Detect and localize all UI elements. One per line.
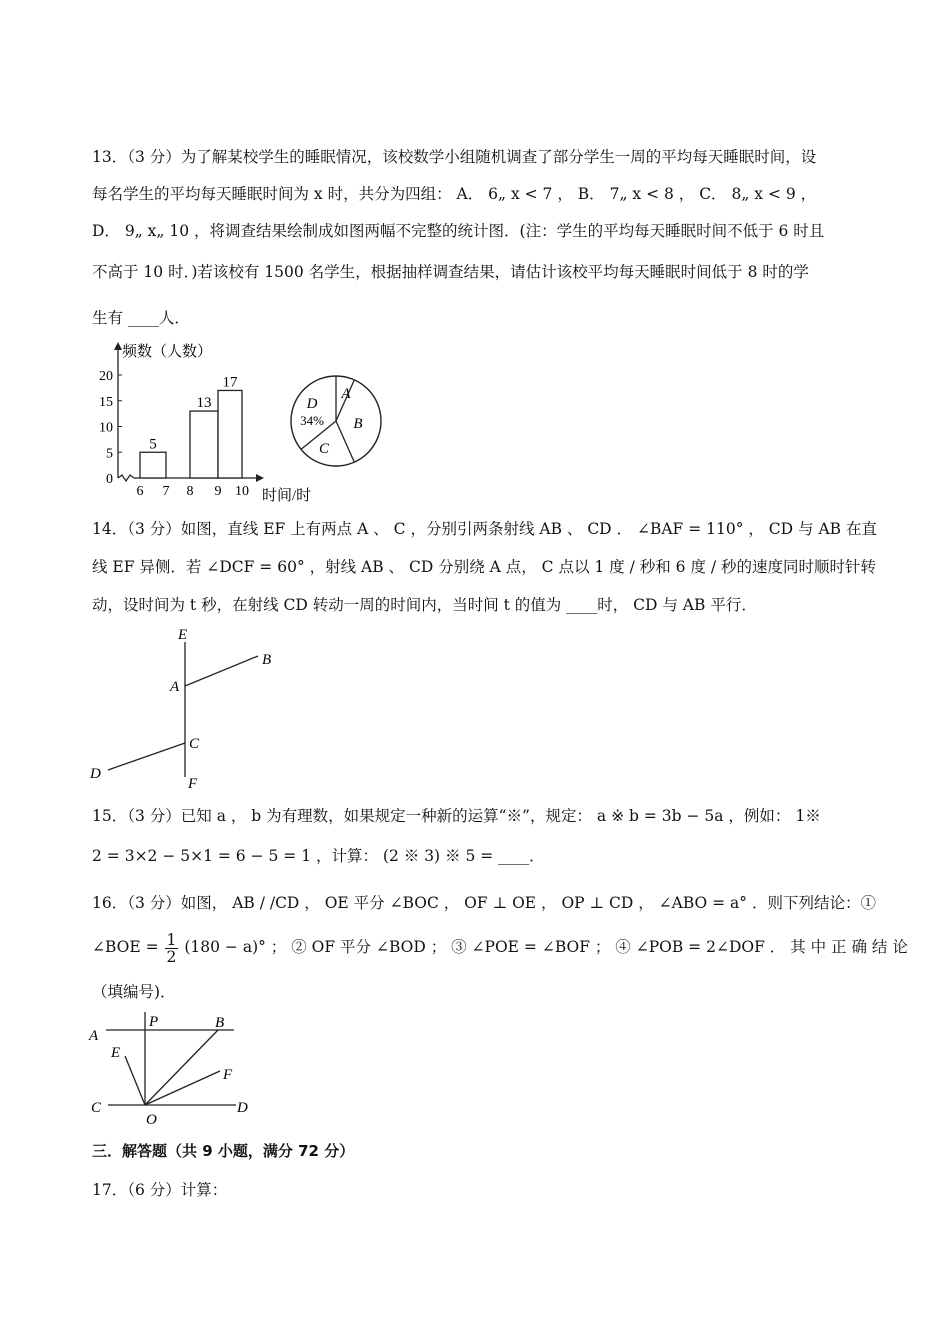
label-a: A xyxy=(170,679,180,695)
q17-line: 17．（6 分）计算： xyxy=(92,1181,228,1199)
x-axis-title: 时间/时 xyxy=(262,488,312,504)
q15-line-2: 2 = 3×2 − 5×1 = 6 − 5 = 1 ，计算： (2 ※ 3) ※ 5 = ____． xyxy=(92,847,545,865)
fraction-denominator: 2 xyxy=(166,947,177,966)
q13-line-4: 不高于 10 时．)若该校有 1500 名学生，根据抽样调查结果，请估计该校平均每天睡眠时间低于 8 时的学 xyxy=(92,263,809,281)
q14-figure xyxy=(88,622,288,794)
fraction-numerator: 1 xyxy=(166,930,177,949)
label-f: F xyxy=(188,776,198,792)
pie-slice-label: D xyxy=(306,396,318,412)
bar-value-label: 13 xyxy=(196,395,212,412)
label-p: P xyxy=(149,1014,159,1030)
y-tick-label: 20 xyxy=(99,369,113,384)
label-f: F xyxy=(223,1067,233,1083)
q13-line-2: 每名学生的平均每天睡眠时间为 x 时，共分为四组： A． 6„ x < 7 ， B． 7„ x < 8 ， C． 8„ x < 9 ， xyxy=(92,185,817,203)
pie-slice-label: B xyxy=(353,416,363,432)
x-tick-label: 10 xyxy=(235,484,249,499)
label-d: D xyxy=(237,1100,248,1116)
x-axis-arrow xyxy=(256,474,264,482)
q13-line-3: D． 9„ x„ 10 ，将调查结果绘制成如图两幅不完整的统计图．(注：学生的平均每天睡眠时间不低于 6 时且 xyxy=(92,222,825,240)
q13-line-5: 生有 ____人． xyxy=(92,309,190,327)
y-tick-label: 5 xyxy=(106,446,113,462)
label-b: B xyxy=(215,1015,225,1031)
y-tick-label: 10 xyxy=(99,420,113,436)
label-b: B xyxy=(262,652,272,668)
bar xyxy=(190,411,218,478)
bar-value-label: 5 xyxy=(149,436,157,453)
bar xyxy=(218,390,242,478)
q14-line-2: 线 EF 异侧．若 ∠DCF = 60° ，射线 AB 、 CD 分别绕 A 点， C 点以 1 度 / 秒和 6 度 / 秒的速度同时顺时针转 xyxy=(92,558,877,576)
label-c: C xyxy=(189,736,200,752)
x-tick-label: 9 xyxy=(214,484,222,499)
pie-slice-label: A xyxy=(341,386,351,402)
q14-line-1: 14．（3 分）如图，直线 EF 上有两点 A 、 C ，分别引两条射线 AB 、 CD ． ∠BAF = 110° ， CD 与 AB 在直 xyxy=(92,520,877,538)
pie-slice-label: C xyxy=(318,441,330,457)
q13-line-1: 13．（3 分）为了解某校学生的睡眠情况，该校数学小组随机调查了部分学生一周的平均每天睡眠时间，设 xyxy=(92,148,817,166)
label-e: E xyxy=(111,1045,121,1061)
x-tick-label: 7 xyxy=(162,484,170,499)
pie-slice-percent: 34% xyxy=(300,413,324,428)
q15-line-1: 15．（3 分）已知 a ， b 为有理数，如果规定一种新的运算“※”，规定： a ※ b = 3b − 5a ，例如： 1※ xyxy=(92,807,821,825)
y-axis-arrow xyxy=(114,342,122,350)
ray-cd xyxy=(108,743,185,770)
label-a: A xyxy=(89,1028,99,1044)
bar xyxy=(140,452,166,478)
fraction-half xyxy=(165,932,179,965)
q16-line-2 xyxy=(92,930,908,965)
q16-line-2-pre: ∠BOE = xyxy=(92,938,159,956)
q16-line-2-post: (180 − a)° ； ② OF 平分 ∠BOD ； ③ ∠POE = ∠BOF ； ④ ∠POB = 2∠DOF ． 其 中 正 确 结 论 xyxy=(184,938,908,956)
x-tick-label: 6 xyxy=(136,484,144,499)
y-tick-label: 0 xyxy=(106,472,113,487)
q16-line-1: 16．（3 分）如图， AB / /CD ， OE 平分 ∠BOC ， OF ⊥ OE ， OP ⊥ CD ， ∠ABO = a° ．则下列结论：① xyxy=(92,894,876,912)
y-axis-title: 频数（人数） xyxy=(122,344,213,360)
label-e: E xyxy=(178,627,188,643)
ray-oe xyxy=(125,1056,145,1105)
y-tick-label: 15 xyxy=(99,394,113,410)
label-o: O xyxy=(146,1112,157,1128)
label-c: C xyxy=(91,1100,102,1116)
x-tick-label: 8 xyxy=(186,484,194,499)
section-3-heading: 三．解答题（共 9 小题，满分 72 分） xyxy=(92,1142,355,1160)
ray-ab xyxy=(185,656,258,686)
ray-of xyxy=(145,1071,220,1105)
q16-figure xyxy=(88,1008,258,1133)
bar-value-label: 17 xyxy=(222,374,238,391)
q16-line-3: （填编号)． xyxy=(92,983,176,1001)
q14-line-3: 动，设时间为 t 秒，在射线 CD 转动一周的时间内，当时间 t 的值为 ____时， CD 与 AB 平行． xyxy=(92,596,757,614)
ray-ob xyxy=(145,1030,218,1105)
label-d: D xyxy=(90,766,101,782)
pie-chart xyxy=(288,374,388,474)
